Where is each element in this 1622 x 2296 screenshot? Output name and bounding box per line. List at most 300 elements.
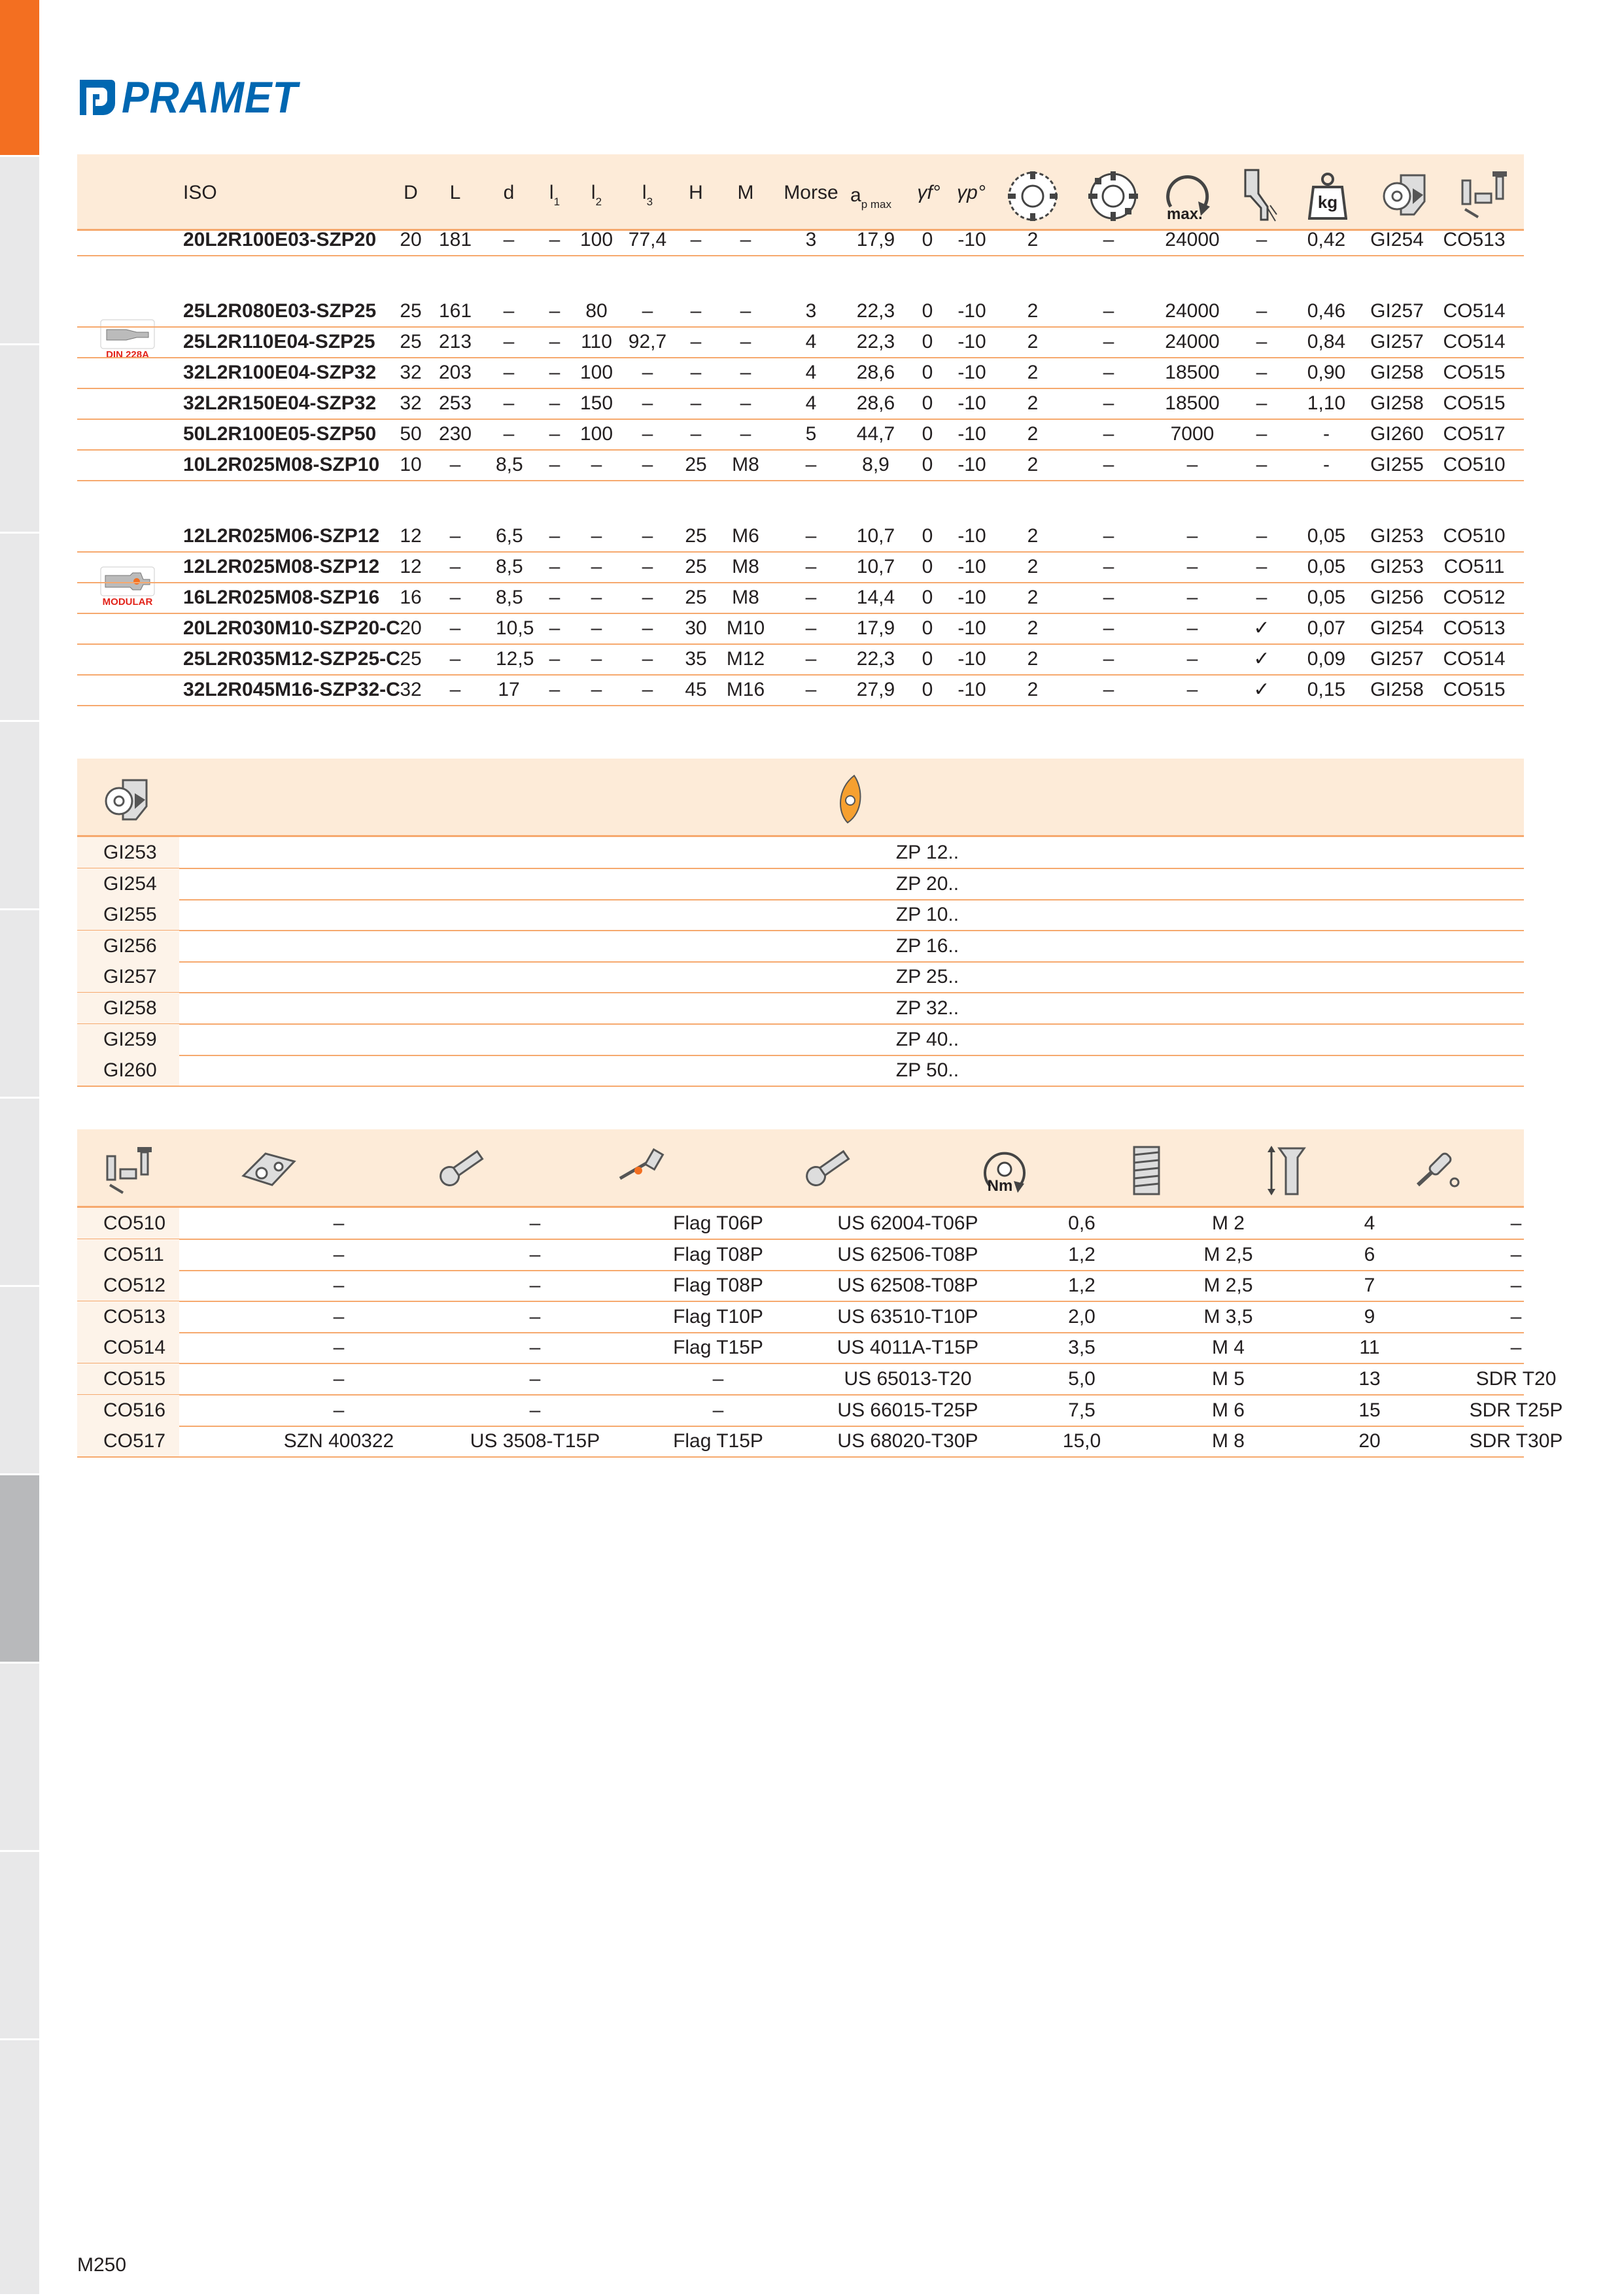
table1-cell: – (1103, 300, 1114, 322)
table3-cell: – (1510, 1305, 1522, 1328)
table1-cell: – (642, 300, 653, 322)
table1-cell: 230 (438, 423, 472, 445)
insert-seat-code: GI260 (103, 1059, 157, 1082)
table1-cell: – (642, 454, 653, 475)
table1-cell: – (549, 392, 561, 414)
table1-cell: – (1256, 300, 1268, 322)
table1-cell: – (449, 454, 461, 475)
table1-cell: CO510 (1443, 525, 1506, 547)
table1-cell: – (690, 392, 702, 414)
table1-cell: 25 (685, 454, 707, 475)
table3-cell: – (333, 1305, 345, 1328)
table1-cell: 100 (579, 423, 613, 445)
table1-cell: 0 (922, 331, 933, 352)
table3-cell: 7 (1364, 1275, 1375, 1297)
table1-cell: GI257 (1370, 300, 1424, 322)
col-L: L (449, 182, 461, 203)
table1-cell: – (503, 229, 515, 250)
screw-length-icon (1268, 1143, 1307, 1198)
table1-cell: – (642, 587, 653, 608)
table1-cell: 28,6 (856, 392, 895, 414)
table1-cell: 2 (1027, 331, 1039, 352)
col-l1: $l_1$ (549, 182, 561, 208)
iso-code: 32L2R150E04-SZP32 (183, 392, 377, 414)
table1-cell: 44,7 (856, 423, 895, 445)
table1-cell: 0 (922, 679, 933, 700)
table1-cell: 28,6 (856, 362, 895, 383)
col-D: D (404, 182, 418, 203)
clamping-set-code: CO513 (103, 1305, 166, 1328)
table3-cell: US 65013-T20 (844, 1368, 972, 1390)
table1-cell: 6,5 (496, 525, 523, 547)
table1-cell: – (549, 362, 561, 383)
table1-cell: GI254 (1370, 617, 1424, 639)
table3-cell: – (712, 1399, 724, 1421)
col-l2: $l_2$ (591, 182, 602, 208)
side-tab (0, 722, 39, 910)
table3-cell: 2,0 (1068, 1305, 1096, 1328)
side-tab (0, 157, 39, 345)
table1-cell: – (503, 300, 515, 322)
table3-cell: 4 (1364, 1212, 1375, 1234)
insert-type: ZP 10.. (895, 904, 959, 926)
table1-cell: – (1256, 525, 1268, 547)
table1-cell: – (591, 525, 602, 547)
table1-cell: – (549, 556, 561, 577)
table1-cell: 2 (1027, 587, 1039, 608)
clamping-set-code: CO517 (103, 1430, 166, 1452)
table1-cell: – (449, 556, 461, 577)
table1-row (77, 388, 1524, 420)
table1-cell: – (740, 331, 751, 352)
table3-cell: 13 (1358, 1368, 1381, 1390)
table1-cell: 3 (805, 229, 817, 250)
table1-cell: 0 (922, 454, 933, 475)
table3-cell: 6 (1364, 1243, 1375, 1265)
col-d: d (503, 182, 515, 203)
iso-code: 32L2R100E04-SZP32 (183, 362, 377, 383)
clamping-set-icon (103, 1143, 156, 1198)
insert-type: ZP 12.. (895, 842, 959, 863)
table2-row (77, 1055, 1524, 1087)
col-morse: Morse (784, 182, 838, 203)
table1-cell: 25 (685, 587, 707, 608)
table1-cell: CO514 (1443, 331, 1506, 352)
table1-cell: – (1103, 454, 1114, 475)
table1-cell: – (1256, 423, 1268, 445)
table1-cell: 3 (805, 300, 817, 322)
table1-cell: 7000 (1170, 423, 1215, 445)
table1-cell: 0 (922, 423, 933, 445)
brand-logo (77, 73, 313, 122)
table3-cell: M 2,5 (1203, 1275, 1253, 1297)
table1-cell: 0,07 (1307, 617, 1346, 639)
table1-cell: -10 (958, 648, 986, 670)
table1-cell: GI258 (1370, 679, 1424, 700)
table1-cell: M16 (726, 679, 765, 700)
table1-cell: M10 (726, 617, 765, 639)
table1-cell: 150 (579, 392, 613, 414)
table1-cell: 0,15 (1307, 679, 1346, 700)
table1-cell: – (591, 648, 602, 670)
table1-cell: -10 (958, 362, 986, 383)
iso-code: 16L2R025M08-SZP16 (183, 587, 380, 608)
table2-row (77, 899, 1524, 931)
table3-cell: M 2 (1211, 1212, 1245, 1234)
table1-cell: – (449, 648, 461, 670)
table1-cell: – (740, 392, 751, 414)
table1-cell: 0,46 (1307, 300, 1346, 322)
table1-cell: – (503, 392, 515, 414)
table1-cell: – (503, 331, 515, 352)
table2-row (77, 961, 1524, 993)
table1-cell: M8 (732, 454, 759, 475)
table1-cell: – (449, 679, 461, 700)
table3-cell: – (333, 1399, 345, 1421)
table1-cell: CO515 (1443, 392, 1506, 414)
table1-cell: – (805, 679, 817, 700)
table1-cell: 10,7 (856, 525, 895, 547)
brand-name: PRAMET (122, 73, 298, 122)
table1-cell: 2 (1027, 229, 1039, 250)
table1-cell: 2 (1027, 617, 1039, 639)
nm-label: Nm (987, 1177, 1013, 1195)
table3-cell: – (333, 1275, 345, 1297)
pramet-logo-icon (77, 77, 116, 118)
table3-cell: – (333, 1212, 345, 1234)
table1-cell: CO517 (1443, 423, 1506, 445)
table3-cell: – (712, 1368, 724, 1390)
table3-cell: Flag T06P (673, 1212, 763, 1234)
table1-cell: – (740, 423, 751, 445)
table1-cell: – (1186, 556, 1198, 577)
table3-cell: – (1510, 1275, 1522, 1297)
table1-cell: 20 (400, 617, 422, 639)
table1-cell: – (1103, 362, 1114, 383)
table1-cell: – (449, 617, 461, 639)
table1-cell: 18500 (1165, 362, 1220, 383)
table1-cell: – (1103, 525, 1114, 547)
table1-cell: M6 (732, 525, 759, 547)
table1-cell: 25 (400, 648, 422, 670)
table1-cell: – (1103, 331, 1114, 352)
group-divider (77, 255, 1524, 256)
table1-row (77, 613, 1524, 645)
iso-code: 25L2R035M12-SZP25-C (183, 648, 400, 670)
insert-seat-code: GI257 (103, 966, 157, 988)
insert-screw-icon (801, 1146, 853, 1191)
table1-cell: – (1103, 617, 1114, 639)
kg-label: kg (1317, 192, 1338, 212)
table2-row (77, 1024, 1524, 1056)
table3-cell: US 62508-T08P (837, 1275, 978, 1297)
table1-cell: CO510 (1443, 454, 1506, 475)
table1-cell: - (1323, 454, 1330, 475)
side-tab (0, 345, 39, 534)
table1-cell: 0 (922, 362, 933, 383)
table1-cell: – (549, 331, 561, 352)
table1-cell: CO515 (1443, 362, 1506, 383)
table3-cell: – (333, 1337, 345, 1359)
table3-cell: SZN 400322 (283, 1430, 394, 1452)
table3-cell: 0,6 (1068, 1212, 1096, 1234)
table1-cell: 0 (922, 229, 933, 250)
table3-cell: 3,5 (1068, 1337, 1096, 1359)
insert-icon (835, 773, 865, 825)
table1-cell: – (549, 454, 561, 475)
table3-cell: US 62004-T06P (837, 1212, 978, 1234)
table1-cell: - (1323, 423, 1330, 445)
table1-cell: CO514 (1443, 648, 1506, 670)
table1-cell: 50 (400, 423, 422, 445)
coolant-icon (1241, 167, 1278, 224)
table1-cell: GI253 (1370, 525, 1424, 547)
table1-cell: 32 (400, 392, 422, 414)
table3-cell: – (529, 1368, 541, 1390)
table2-row (77, 993, 1524, 1025)
teeth-effective-icon (1086, 169, 1141, 224)
side-tab (0, 1099, 39, 1287)
table1-cell: – (591, 454, 602, 475)
table1-cell: 2 (1027, 362, 1039, 383)
clamp-screw-icon (434, 1146, 487, 1191)
table1-cell: CO513 (1443, 229, 1506, 250)
table1-cell: 100 (579, 229, 613, 250)
table1-cell: – (690, 362, 702, 383)
table1-cell: 2 (1027, 648, 1039, 670)
table3-row (77, 1332, 1524, 1364)
table1-cell: GI257 (1370, 648, 1424, 670)
table1-cell: 12,5 (496, 648, 534, 670)
table1-cell: 17,9 (856, 617, 895, 639)
table1-cell: – (503, 423, 515, 445)
table1-cell: -10 (958, 454, 986, 475)
thread-icon (1129, 1143, 1164, 1198)
max-rpm-icon (1158, 167, 1223, 226)
table1-cell: -10 (958, 587, 986, 608)
table3-cell: Flag T08P (673, 1275, 763, 1297)
table1-cell: – (1256, 556, 1268, 577)
table1-cell: – (805, 648, 817, 670)
table1-cell: – (1256, 392, 1268, 414)
table3-cell: US 66015-T25P (837, 1399, 978, 1421)
table1-cell: ✓ (1253, 679, 1270, 700)
table1-row (77, 296, 1524, 328)
table1-cell: 8,5 (496, 454, 523, 475)
table1-cell: – (503, 362, 515, 383)
table1-row (77, 357, 1524, 389)
table1-cell: – (642, 648, 653, 670)
insert-seat-code: GI255 (103, 904, 157, 926)
table1-cell: 0,09 (1307, 648, 1346, 670)
iso-code: 10L2R025M08-SZP10 (183, 454, 380, 475)
table1-cell: 0 (922, 648, 933, 670)
table1-cell: – (1103, 679, 1114, 700)
table3-cell: 20 (1358, 1430, 1381, 1452)
table1-cell: 22,3 (856, 648, 895, 670)
table1-cell: – (740, 300, 751, 322)
table1-cell: 25 (400, 331, 422, 352)
table3-cell: – (529, 1337, 541, 1359)
table1-cell: – (805, 525, 817, 547)
table1-cell: 27,9 (856, 679, 895, 700)
table1-cell: 5 (805, 423, 817, 445)
table1-cell: 25 (400, 300, 422, 322)
table1-cell: 8,5 (496, 587, 523, 608)
table1-cell: 24000 (1165, 229, 1220, 250)
clamping-set-code: CO512 (103, 1275, 166, 1297)
table1-cell: – (740, 229, 751, 250)
insert-seat-icon (1381, 169, 1431, 221)
table1-cell: – (1103, 423, 1114, 445)
side-tab-current-section (0, 1475, 39, 1664)
table1-cell: 0 (922, 617, 933, 639)
table3-cell: SDR T25P (1469, 1399, 1563, 1421)
table3-cell: US 68020-T30P (837, 1430, 978, 1452)
insert-type: ZP 25.. (895, 966, 959, 988)
table1-cell: – (549, 679, 561, 700)
table1-cell: 25 (685, 556, 707, 577)
table1-cell: 8,9 (862, 454, 889, 475)
insert-seat-code: GI253 (103, 842, 157, 863)
col-ap-max: $a_{p max}$ (850, 184, 891, 211)
table1-cell: – (591, 556, 602, 577)
table3-cell: SDR T30P (1469, 1430, 1563, 1452)
table1-cell: CO515 (1443, 679, 1506, 700)
clamping-set-icon (1458, 167, 1511, 222)
table2-row (77, 868, 1524, 900)
table1-cell: – (690, 300, 702, 322)
iso-code: 25L2R080E03-SZP25 (183, 300, 377, 322)
table3-cell: Flag T15P (673, 1430, 763, 1452)
col-gamma-p: γp° (957, 182, 986, 203)
table1-cell: 161 (438, 300, 472, 322)
table1-cell: – (642, 679, 653, 700)
weight-icon (1308, 171, 1347, 220)
col-M: M (737, 182, 754, 203)
table1-cell: 1,10 (1307, 392, 1346, 414)
insert-type: ZP 50.. (895, 1059, 959, 1082)
side-tab (0, 910, 39, 1099)
table1-cell: 0,84 (1307, 331, 1346, 352)
table1-cell: -10 (958, 525, 986, 547)
table1-cell: – (642, 362, 653, 383)
table1-cell: – (449, 525, 461, 547)
table1-cell: 4 (805, 331, 817, 352)
table3-row (77, 1301, 1524, 1333)
table1-cell: 25 (685, 525, 707, 547)
insert-seat-code: GI258 (103, 997, 157, 1019)
table2-row (77, 837, 1524, 869)
table3-cell: – (333, 1243, 345, 1265)
table1-cell: GI258 (1370, 362, 1424, 383)
table3-cell: 15 (1358, 1399, 1381, 1421)
clamping-set-code: CO514 (103, 1337, 166, 1359)
table1-cell: – (690, 331, 702, 352)
table1-cell: 10,5 (496, 617, 534, 639)
table1-cell: -10 (958, 423, 986, 445)
iso-code: 20L2R100E03-SZP20 (183, 229, 377, 250)
table1-cell: 32 (400, 362, 422, 383)
table1-cell: – (805, 587, 817, 608)
iso-code: 12L2R025M06-SZP12 (183, 525, 380, 547)
table1-cell: CO513 (1443, 617, 1506, 639)
table1-cell: -10 (958, 331, 986, 352)
table1-row (77, 224, 1524, 256)
table1-row (77, 449, 1524, 481)
table1-row (77, 643, 1524, 676)
table1-cell: – (549, 300, 561, 322)
clamping-set-code: CO516 (103, 1399, 166, 1421)
table3-cell: – (529, 1399, 541, 1421)
table1-cell: – (591, 617, 602, 639)
table3-cell: M 5 (1211, 1368, 1245, 1390)
table3-cell: – (529, 1212, 541, 1234)
table1-cell: M12 (726, 648, 765, 670)
table3-cell: Flag T08P (673, 1243, 763, 1265)
table1-cell: 22,3 (856, 331, 895, 352)
insert-seat-code: GI254 (103, 872, 157, 895)
table1-cell: 2 (1027, 454, 1039, 475)
table1-cell: 0,05 (1307, 525, 1346, 547)
table1-cell: – (642, 556, 653, 577)
table1-cell: 4 (805, 392, 817, 414)
side-tab (0, 1287, 39, 1475)
table3-row (77, 1395, 1563, 1427)
table1-cell: – (642, 392, 653, 414)
table2-row (77, 931, 1524, 963)
table1-cell: GI254 (1370, 229, 1424, 250)
table1-cell: 0,05 (1307, 587, 1346, 608)
table1-cell: 24000 (1165, 300, 1220, 322)
table1-cell: 0 (922, 525, 933, 547)
iso-code: 12L2R025M08-SZP12 (183, 556, 380, 577)
max-label: max. (1167, 205, 1203, 223)
table1-cell: – (805, 454, 817, 475)
table3-row (77, 1208, 1524, 1240)
table1-cell: – (549, 229, 561, 250)
table1-cell: 77,4 (628, 229, 667, 250)
table3-cell: US 63510-T10P (837, 1305, 978, 1328)
col-iso: ISO (183, 182, 217, 203)
table1-cell: -10 (958, 300, 986, 322)
insert-seat-code: GI259 (103, 1028, 157, 1050)
side-tab (0, 534, 39, 722)
table1-cell: – (690, 229, 702, 250)
side-tab-active (0, 0, 39, 157)
table1-cell: – (1186, 617, 1198, 639)
table1-cell: – (805, 617, 817, 639)
table3-cell: M 2,5 (1203, 1243, 1253, 1265)
table1-cell: – (1186, 587, 1198, 608)
table3-cell: US 62506-T08P (837, 1243, 978, 1265)
table3-cell: US 3508-T15P (470, 1430, 600, 1452)
screwdriver-icon (1413, 1146, 1465, 1194)
table1-cell: GI260 (1370, 423, 1424, 445)
table1-cell: -10 (958, 392, 986, 414)
clamping-set-code: CO511 (103, 1243, 164, 1265)
insert-type: ZP 40.. (895, 1028, 959, 1050)
table1-cell: 22,3 (856, 300, 895, 322)
table1-cell: ✓ (1253, 617, 1270, 639)
table1-cell: 12 (400, 556, 422, 577)
table1-cell: 80 (585, 300, 608, 322)
table1-cell: 213 (438, 331, 472, 352)
table1-cell: – (1186, 648, 1198, 670)
table1-cell: – (642, 525, 653, 547)
table1-cell: – (1186, 679, 1198, 700)
table1-cell: – (1103, 229, 1114, 250)
